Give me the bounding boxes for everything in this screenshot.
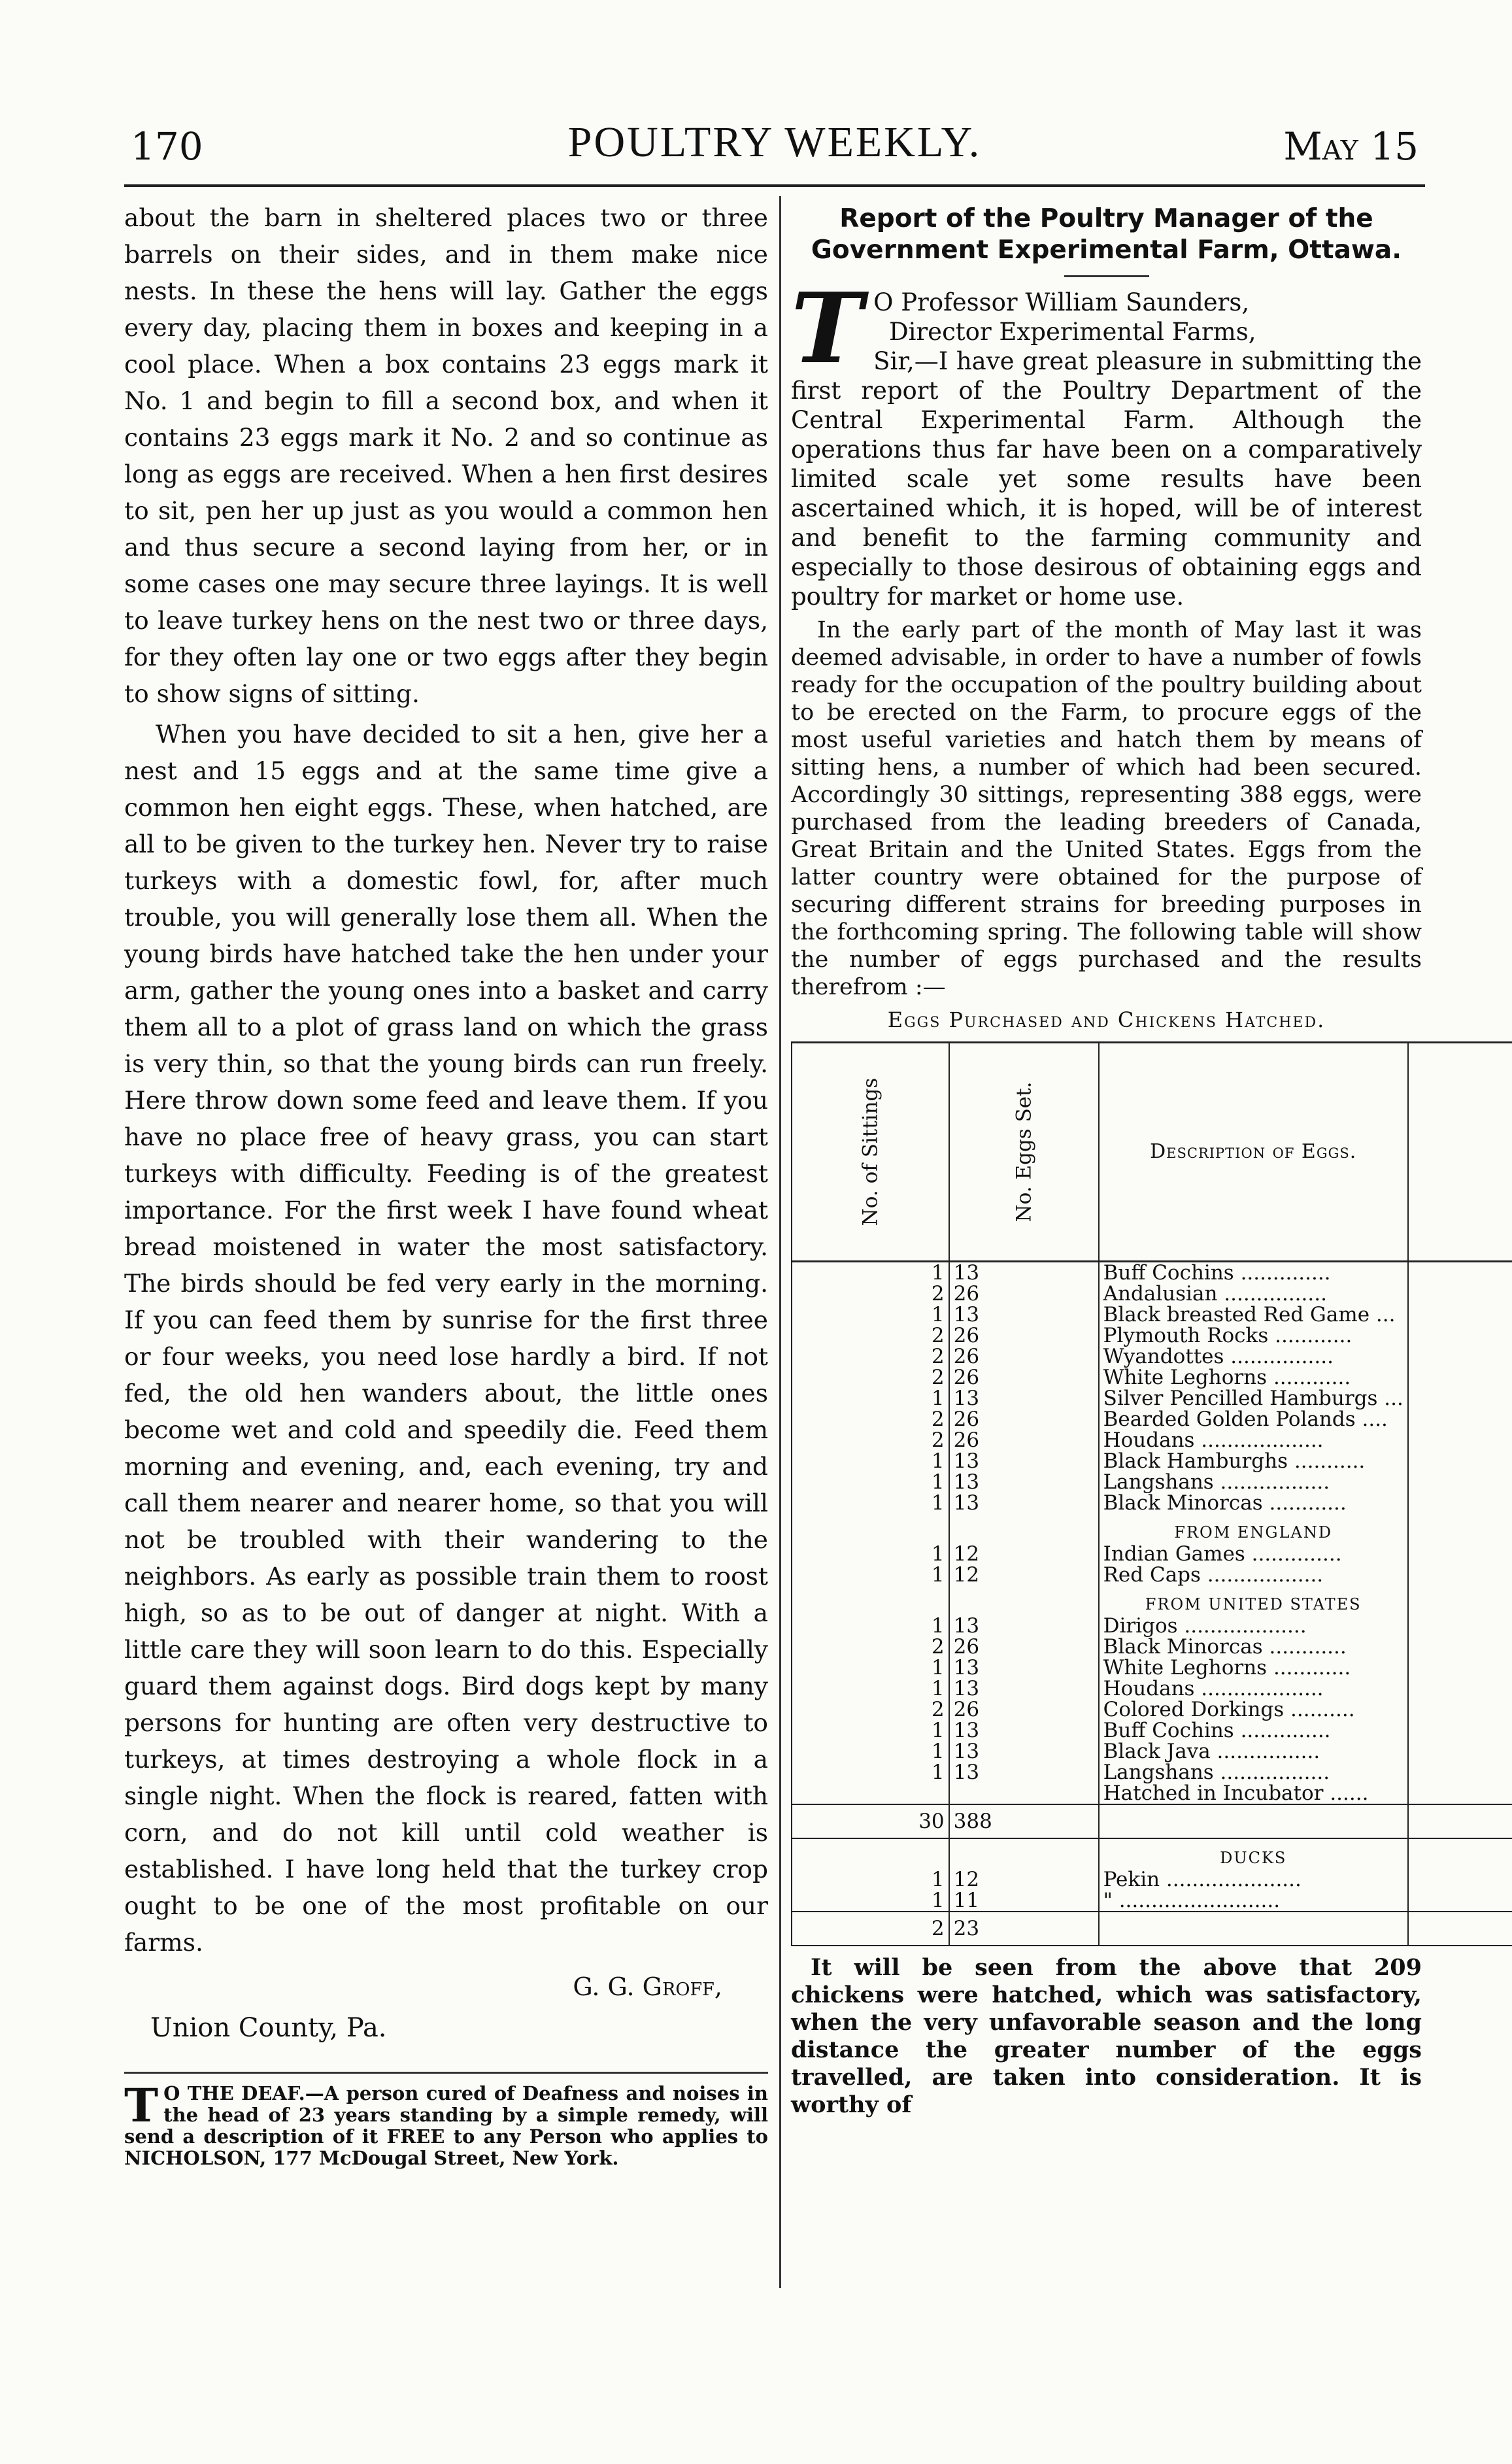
table-cell: 13: [949, 1388, 1099, 1409]
table-cell: Pekin .....................: [1099, 1869, 1408, 1890]
table-section-label: FROM UNITED STATES: [1099, 1585, 1408, 1615]
table-cell: [1408, 1615, 1512, 1636]
table-cell: [1408, 1912, 1512, 1946]
table-cell: Colored Dorkings ..........: [1099, 1699, 1408, 1720]
table-cell: White Leghorns ............: [1099, 1367, 1408, 1388]
table-cell: 13: [949, 1493, 1099, 1513]
table-cell: 13: [949, 1657, 1099, 1678]
table-cell: [949, 1585, 1099, 1615]
table-cell: 26: [949, 1409, 1099, 1430]
table-section-label: DUCKS: [1099, 1838, 1408, 1869]
table-cell: [1408, 1636, 1512, 1657]
column-divider: [779, 196, 781, 2288]
table-cell: [1408, 1585, 1512, 1615]
table-cell: [1408, 1513, 1512, 1544]
table-cell: 2: [792, 1283, 949, 1304]
table-cell: 1: [792, 1262, 949, 1284]
table-cell: [949, 1513, 1099, 1544]
table-section-row: [792, 1838, 1512, 1869]
left-column: [124, 199, 768, 2169]
table-cell: 26: [949, 1325, 1099, 1346]
table-cell: 1: [792, 1720, 949, 1741]
table-cell: [792, 1585, 949, 1615]
table-cell: 2: [792, 1912, 949, 1946]
table-cell: [1408, 1657, 1512, 1678]
table-cell: 13: [949, 1720, 1099, 1741]
table-cell: 26: [949, 1283, 1099, 1304]
table-cell: 11: [949, 1890, 1099, 1912]
table-cell: Black Java ................: [1099, 1741, 1408, 1762]
table-row: [792, 1367, 1512, 1388]
table-cell: [1408, 1741, 1512, 1762]
table-cell: Andalusian ................: [1099, 1283, 1408, 1304]
table-row: [792, 1304, 1512, 1325]
table-cell: [1408, 1838, 1512, 1869]
table-cell: 13: [949, 1304, 1099, 1325]
table-cell: 1: [792, 1493, 949, 1513]
table-cell: 388: [949, 1804, 1099, 1838]
table-row: [792, 1762, 1512, 1783]
table-cell: 2: [792, 1409, 949, 1430]
table-cell: 2: [792, 1346, 949, 1367]
table-cell: [1408, 1472, 1512, 1493]
table-cell: [792, 1783, 949, 1804]
table-row: [792, 1544, 1512, 1564]
table-cell: Black breasted Red Game ...: [1099, 1304, 1408, 1325]
table-cell: 1: [792, 1304, 949, 1325]
table-cell: [1408, 1890, 1512, 1912]
table-cell: 1: [792, 1657, 949, 1678]
table-cell: 30: [792, 1804, 949, 1838]
table-total-row: [792, 1804, 1512, 1838]
table-caption: Eggs Purchased and Chickens Hatched.: [887, 1007, 1326, 1032]
eggs-table: [791, 1041, 1512, 1946]
table-section-label: FROM ENGLAND: [1099, 1513, 1408, 1544]
advert-text: O THE DEAF.—A person cured of Deafness and noises in the head of 23 years standing by a simple remedy, will send a description of it FREE to any Person who applies to NICHOLSON, 177 McDougal Street, New York.: [124, 2082, 768, 2169]
col-description: Description of Eggs.: [1099, 1043, 1408, 1262]
page-number: 170: [131, 124, 203, 169]
table-row: [792, 1783, 1512, 1804]
table-cell: 1: [792, 1544, 949, 1564]
deafness-advertisement: [124, 2078, 768, 2169]
table-cell: Langshans .................: [1099, 1472, 1408, 1493]
col-eggs-set: No. Eggs Set.: [949, 1043, 1099, 1262]
table-cell: Black Minorcas ............: [1099, 1493, 1408, 1513]
table-cell: White Leghorns ............: [1099, 1657, 1408, 1678]
table-cell: [1099, 1804, 1408, 1838]
table-cell: Langshans .................: [1099, 1762, 1408, 1783]
table-row: [792, 1472, 1512, 1493]
table-cell: 13: [949, 1472, 1099, 1493]
table-cell: [1408, 1325, 1512, 1346]
header-rule: [124, 184, 1425, 187]
article-paragraph: When you have decided to sit a hen, give her a nest and 15 eggs and at the same time give a common hen eight eggs. These, when hatched, are all to be given to the turkey hen. Never try to raise turkeys with a domestic fowl, for, after much trouble, you will generally lose them all. When the young birds have hatched take the hen under your arm, gather the young ones into a basket and carry them all to a plot of grass land on which the grass is very thin, so that the young birds can run freely. Here throw down some feed and leave them. If you have no place free of heavy grass, you can start turkeys with difficulty. Feeding is of the greatest importance. For the first week I have found wheat bread moistened in water the most satisfactory. The birds should be fed very early in the morning. If you can feed them by sunrise for the first three or four weeks, you need lose hardly a bird. If not fed, the old hen wanders about, the little ones become wet and cold and speedily die. Feed them morning and evening, and, each evening, try and call them nearer and nearer home, so that you will not be troubled with their wandering to the neighbors. As early as possible train them to roost high, so as to be out of danger at night. With a little care they will soon learn to do this. Especially guard them against dogs. Bird dogs kept by many persons for hunting are often very destructive to turkeys, at times destroying a whole flock in a single night. When the flock is reared, fatten with corn, and do not kill until cold weather is established. I have long held that the turkey crop ought to be one of the most profitable on our farms.: [124, 720, 768, 1957]
table-row: [792, 1409, 1512, 1430]
table-cell: 1: [792, 1472, 949, 1493]
section-rule: [124, 2072, 768, 2074]
table-cell: 13: [949, 1741, 1099, 1762]
table-cell: Hatched in Incubator ......: [1099, 1783, 1408, 1804]
table-header-row: [792, 1043, 1512, 1262]
table-cell: 12: [949, 1544, 1099, 1564]
table-cell: [1408, 1762, 1512, 1783]
table-cell: 26: [949, 1346, 1099, 1367]
letter-addressee-title: Director Experimental Farms,: [889, 318, 1256, 346]
table-row: [792, 1451, 1512, 1472]
table-cell: Black Minorcas ............: [1099, 1636, 1408, 1657]
table-row: [792, 1346, 1512, 1367]
table-row: [792, 1869, 1512, 1890]
table-cell: 2: [792, 1699, 949, 1720]
report-letter: [791, 271, 1422, 611]
table-cell: Indian Games ..............: [1099, 1544, 1408, 1564]
table-cell: [1408, 1367, 1512, 1388]
letter-salutation: Sir,—I have great pleasure in submitting the first report of the Poultry Department of the Central Experimental Farm. Although the operations thus far have been on a comparatively limited scale yet some results have been ascertained which, it is hoped, will be of interest and benefit to the farming community and especially to those desirous of obtaining eggs and poultry for market or home use.: [791, 347, 1422, 611]
table-row: [792, 1564, 1512, 1585]
table-cell: " .........................: [1099, 1890, 1408, 1912]
table-cell: [949, 1838, 1099, 1869]
table-cell: Bearded Golden Polands ....: [1099, 1409, 1408, 1430]
table-cell: 26: [949, 1367, 1099, 1388]
table-cell: 2: [792, 1325, 949, 1346]
table-cell: [1408, 1783, 1512, 1804]
table-cell: 1: [792, 1741, 949, 1762]
col-hatched: [1408, 1043, 1512, 1262]
table-cell: [1408, 1678, 1512, 1699]
table-cell: [1408, 1869, 1512, 1890]
table-cell: Dirigos ...................: [1099, 1615, 1408, 1636]
table-cell: 1: [792, 1890, 949, 1912]
letter-dropcap: T: [791, 271, 864, 385]
table-row: [792, 1678, 1512, 1699]
table-cell: [1408, 1451, 1512, 1472]
table-cell: Black Hamburghs ...........: [1099, 1451, 1408, 1472]
table-cell: Houdans ...................: [1099, 1430, 1408, 1451]
table-cell: [1408, 1493, 1512, 1513]
table-cell: 13: [949, 1615, 1099, 1636]
table-cell: 1: [792, 1388, 949, 1409]
table-cell: [1408, 1304, 1512, 1325]
table-cell: [1408, 1346, 1512, 1367]
table-cell: [1408, 1804, 1512, 1838]
table-cell: [1408, 1409, 1512, 1430]
table-cell: 1: [792, 1678, 949, 1699]
table-cell: [1408, 1262, 1512, 1284]
table-cell: Buff Cochins ..............: [1099, 1262, 1408, 1284]
table-cell: 26: [949, 1430, 1099, 1451]
table-row: [792, 1430, 1512, 1451]
table-cell: Wyandottes ................: [1099, 1346, 1408, 1367]
author-place: Union County, Pa.: [150, 2013, 387, 2043]
table-cell: Red Caps ..................: [1099, 1564, 1408, 1585]
table-row: [792, 1741, 1512, 1762]
table-row: [792, 1262, 1512, 1284]
table-cell: 2: [792, 1636, 949, 1657]
table-cell: [1408, 1283, 1512, 1304]
page-header: [131, 111, 1419, 183]
table-cell: [1408, 1564, 1512, 1585]
table-cell: [1408, 1430, 1512, 1451]
table-cell: [792, 1513, 949, 1544]
table-cell: 1: [792, 1869, 949, 1890]
table-cell: 23: [949, 1912, 1099, 1946]
table-row: [792, 1657, 1512, 1678]
closing-paragraph: It will be seen from the above that 209 chickens were hatched, which was satisfactory, when the very unfavorable season and the long distance the greater number of the eggs travelled, are taken into consideration. It is worthy of: [791, 1954, 1422, 2118]
publication-title: POULTRY WEEKLY.: [567, 118, 982, 166]
table-cell: Plymouth Rocks ............: [1099, 1325, 1408, 1346]
table-cell: 1: [792, 1615, 949, 1636]
table-row: [792, 1720, 1512, 1741]
right-column: [791, 199, 1422, 2142]
article-paragraph: about the barn in sheltered places two or three barrels on their sides, and in them make nice nests. In these the hens will lay. Gather the eggs every day, placing them in boxes and keeping in a cool place. When a box contains 23 eggs mark it No. 1 and begin to fill a second box, and when it contains 23 eggs mark it No. 2 and so continue as long as eggs are received. When a hen first desires to sit, pen her up just as you would a common hen and thus secure a second laying from her, or in some cases one may secure three layings. It is well to leave turkey hens on the nest two or three days, for they often lay one or two eggs after they begin to show signs of sitting.: [124, 203, 768, 708]
table-row: [792, 1493, 1512, 1513]
table-cell: [792, 1838, 949, 1869]
title-rule: [1064, 275, 1149, 277]
table-cell: [1408, 1699, 1512, 1720]
table-cell: 12: [949, 1869, 1099, 1890]
table-row: [792, 1325, 1512, 1346]
letter-addressee: O Professor William Saunders,: [873, 288, 1250, 316]
table-cell: 12: [949, 1564, 1099, 1585]
report-title: Report of the Poultry Manager of the Government Experimental Farm, Ottawa.: [811, 204, 1402, 265]
advert-dropcap: T: [124, 2078, 159, 2133]
table-cell: [1408, 1388, 1512, 1409]
table-cell: 1: [792, 1451, 949, 1472]
table-cell: Buff Cochins ..............: [1099, 1720, 1408, 1741]
table-row: [792, 1615, 1512, 1636]
issue-date: May 15: [1283, 124, 1419, 169]
table-cell: Silver Pencilled Hamburgs ...: [1099, 1388, 1408, 1409]
table-cell: [1408, 1720, 1512, 1741]
table-cell: [1408, 1544, 1512, 1564]
table-cell: [1099, 1912, 1408, 1946]
table-section-row: [792, 1585, 1512, 1615]
table-cell: [949, 1783, 1099, 1804]
col-sittings: No. of Sittings: [792, 1043, 949, 1262]
table-row: [792, 1699, 1512, 1720]
table-cell: 1: [792, 1564, 949, 1585]
table-row: [792, 1388, 1512, 1409]
table-total-row: [792, 1912, 1512, 1946]
table-cell: 2: [792, 1430, 949, 1451]
table-cell: Houdans ...................: [1099, 1678, 1408, 1699]
table-cell: 26: [949, 1636, 1099, 1657]
table-row: [792, 1283, 1512, 1304]
table-row: [792, 1890, 1512, 1912]
author-signature: G. G. Groff,: [573, 1972, 722, 2001]
table-cell: 13: [949, 1262, 1099, 1284]
table-cell: 2: [792, 1367, 949, 1388]
table-cell: 13: [949, 1678, 1099, 1699]
table-cell: 13: [949, 1762, 1099, 1783]
table-cell: 26: [949, 1699, 1099, 1720]
table-cell: 1: [792, 1762, 949, 1783]
report-paragraph: In the early part of the month of May last it was deemed advisable, in order to have a number of fowls ready for the occupation of the poultry building about to be erected on the Farm, to procure eggs of the most useful varieties and hatch them by means of sitting hens, a number of which had been secured. Accordingly 30 sittings, representing 388 eggs, were purchased from the leading breeders of Canada, Great Britain and the United States. Eggs from the latter country were obtained for the purpose of securing different strains for breeding purposes in the forthcoming spring. The following table will show the number of eggs purchased and the results therefrom :—: [791, 617, 1422, 1000]
table-section-row: [792, 1513, 1512, 1544]
table-row: [792, 1636, 1512, 1657]
table-body: [792, 1262, 1512, 1946]
table-cell: 13: [949, 1451, 1099, 1472]
